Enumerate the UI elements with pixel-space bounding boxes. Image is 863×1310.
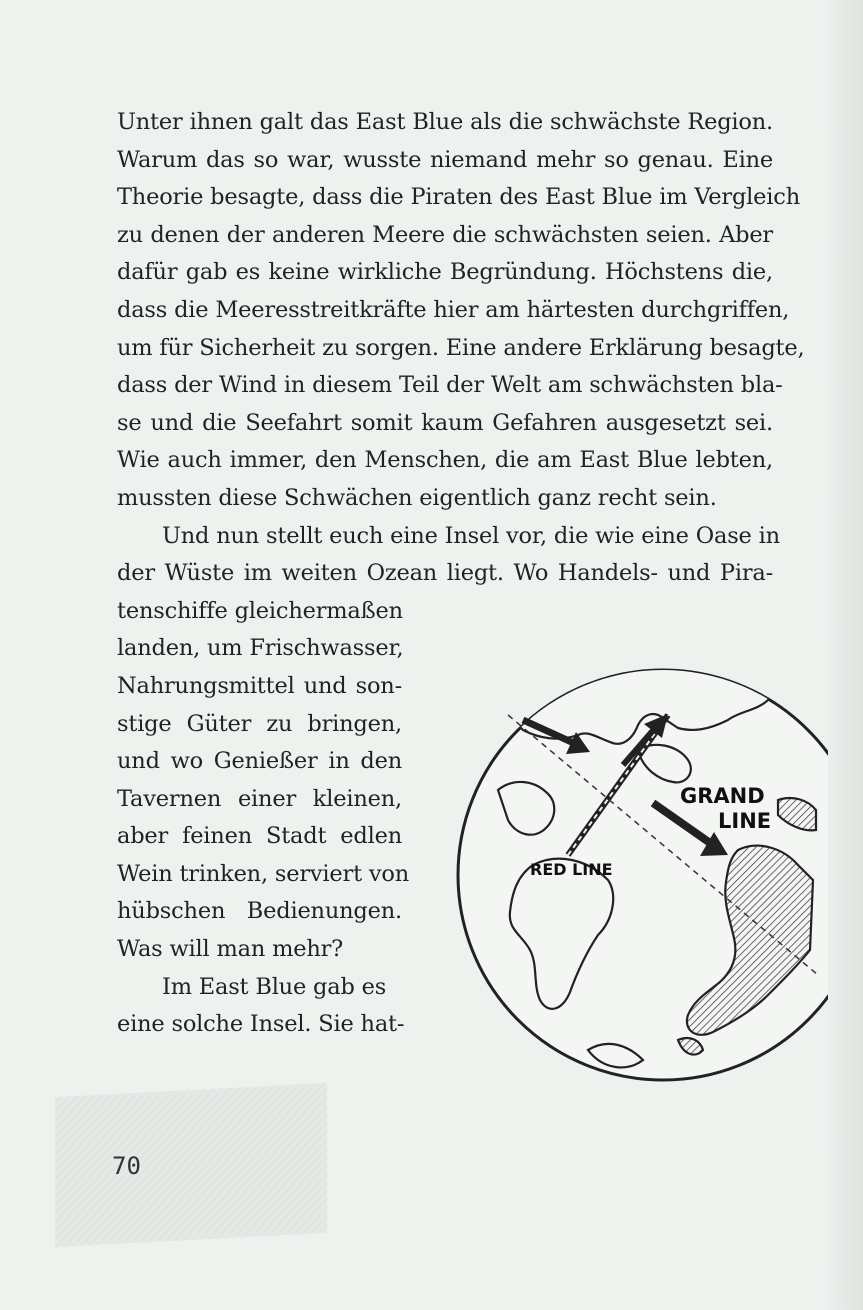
text-line: tenschiffe gleichermaßen: [117, 597, 403, 624]
text-line: Nahrungsmittel und son-: [117, 672, 402, 699]
text-line: zu denen der anderen Meere die schwächsten seien. Aber: [117, 221, 773, 248]
text-line: Wein trinken, serviert von: [117, 860, 410, 887]
text-line: Und nun stellt euch eine Insel vor, die wie eine Oase in: [162, 522, 780, 549]
text-line: landen, um Frischwasser,: [117, 635, 404, 662]
text-line: und wo Genießer in den: [117, 748, 402, 775]
text-line: Im East Blue gab es: [162, 973, 387, 1000]
world-map-illustration: [438, 620, 828, 1090]
paragraph-1: [117, 104, 805, 518]
text-line: mussten diese Schwächen eigentlich ganz recht sein.: [117, 484, 717, 511]
text-line: dass die Meeresstreitkräfte hier am härtesten durchgriffen,: [117, 296, 790, 323]
grand-line-label: LINE: [718, 809, 772, 833]
text-line: Tavernen einer kleinen,: [117, 785, 402, 812]
wrapped-column: [117, 593, 410, 969]
text-line: der Wüste im weiten Ozean liegt. Wo Handels- und Pira-: [117, 560, 773, 587]
text-line: Warum das so war, wusste niemand mehr so genau. Eine: [117, 146, 773, 173]
text-line: eine solche Insel. Sie hat-: [117, 1011, 405, 1038]
text-line: stige Güter zu bringen,: [117, 710, 402, 737]
paragraph-3: [117, 969, 405, 1044]
text-line: Wie auch immer, den Menschen, die am East Blue lebten,: [117, 447, 773, 474]
red-line-label: RED LINE: [530, 860, 613, 879]
text-line: Was will man mehr?: [117, 936, 344, 963]
text-line: dass der Wind in diesem Teil der Welt am schwächsten bla-: [117, 372, 783, 399]
text-line: hübschen Bedienungen.: [117, 898, 402, 925]
text-line: Theorie besagte, dass die Piraten des East Blue im Vergleich: [117, 184, 800, 211]
text-line: Unter ihnen galt das East Blue als die schwächste Region.: [117, 109, 773, 135]
page-number: 70: [112, 1152, 141, 1180]
grand-line-label: GRAND: [680, 784, 765, 808]
text-line: dafür gab es keine wirkliche Begründung. Höchstens die,: [117, 259, 773, 286]
text-line: aber feinen Stadt edlen: [117, 823, 402, 850]
text-line: se und die Seefahrt somit kaum Gefahren ausgesetzt sei.: [117, 409, 773, 436]
paper-smudge: [55, 1083, 327, 1247]
text-line: um für Sicherheit zu sorgen. Eine andere Erklärung besagte,: [117, 334, 805, 361]
